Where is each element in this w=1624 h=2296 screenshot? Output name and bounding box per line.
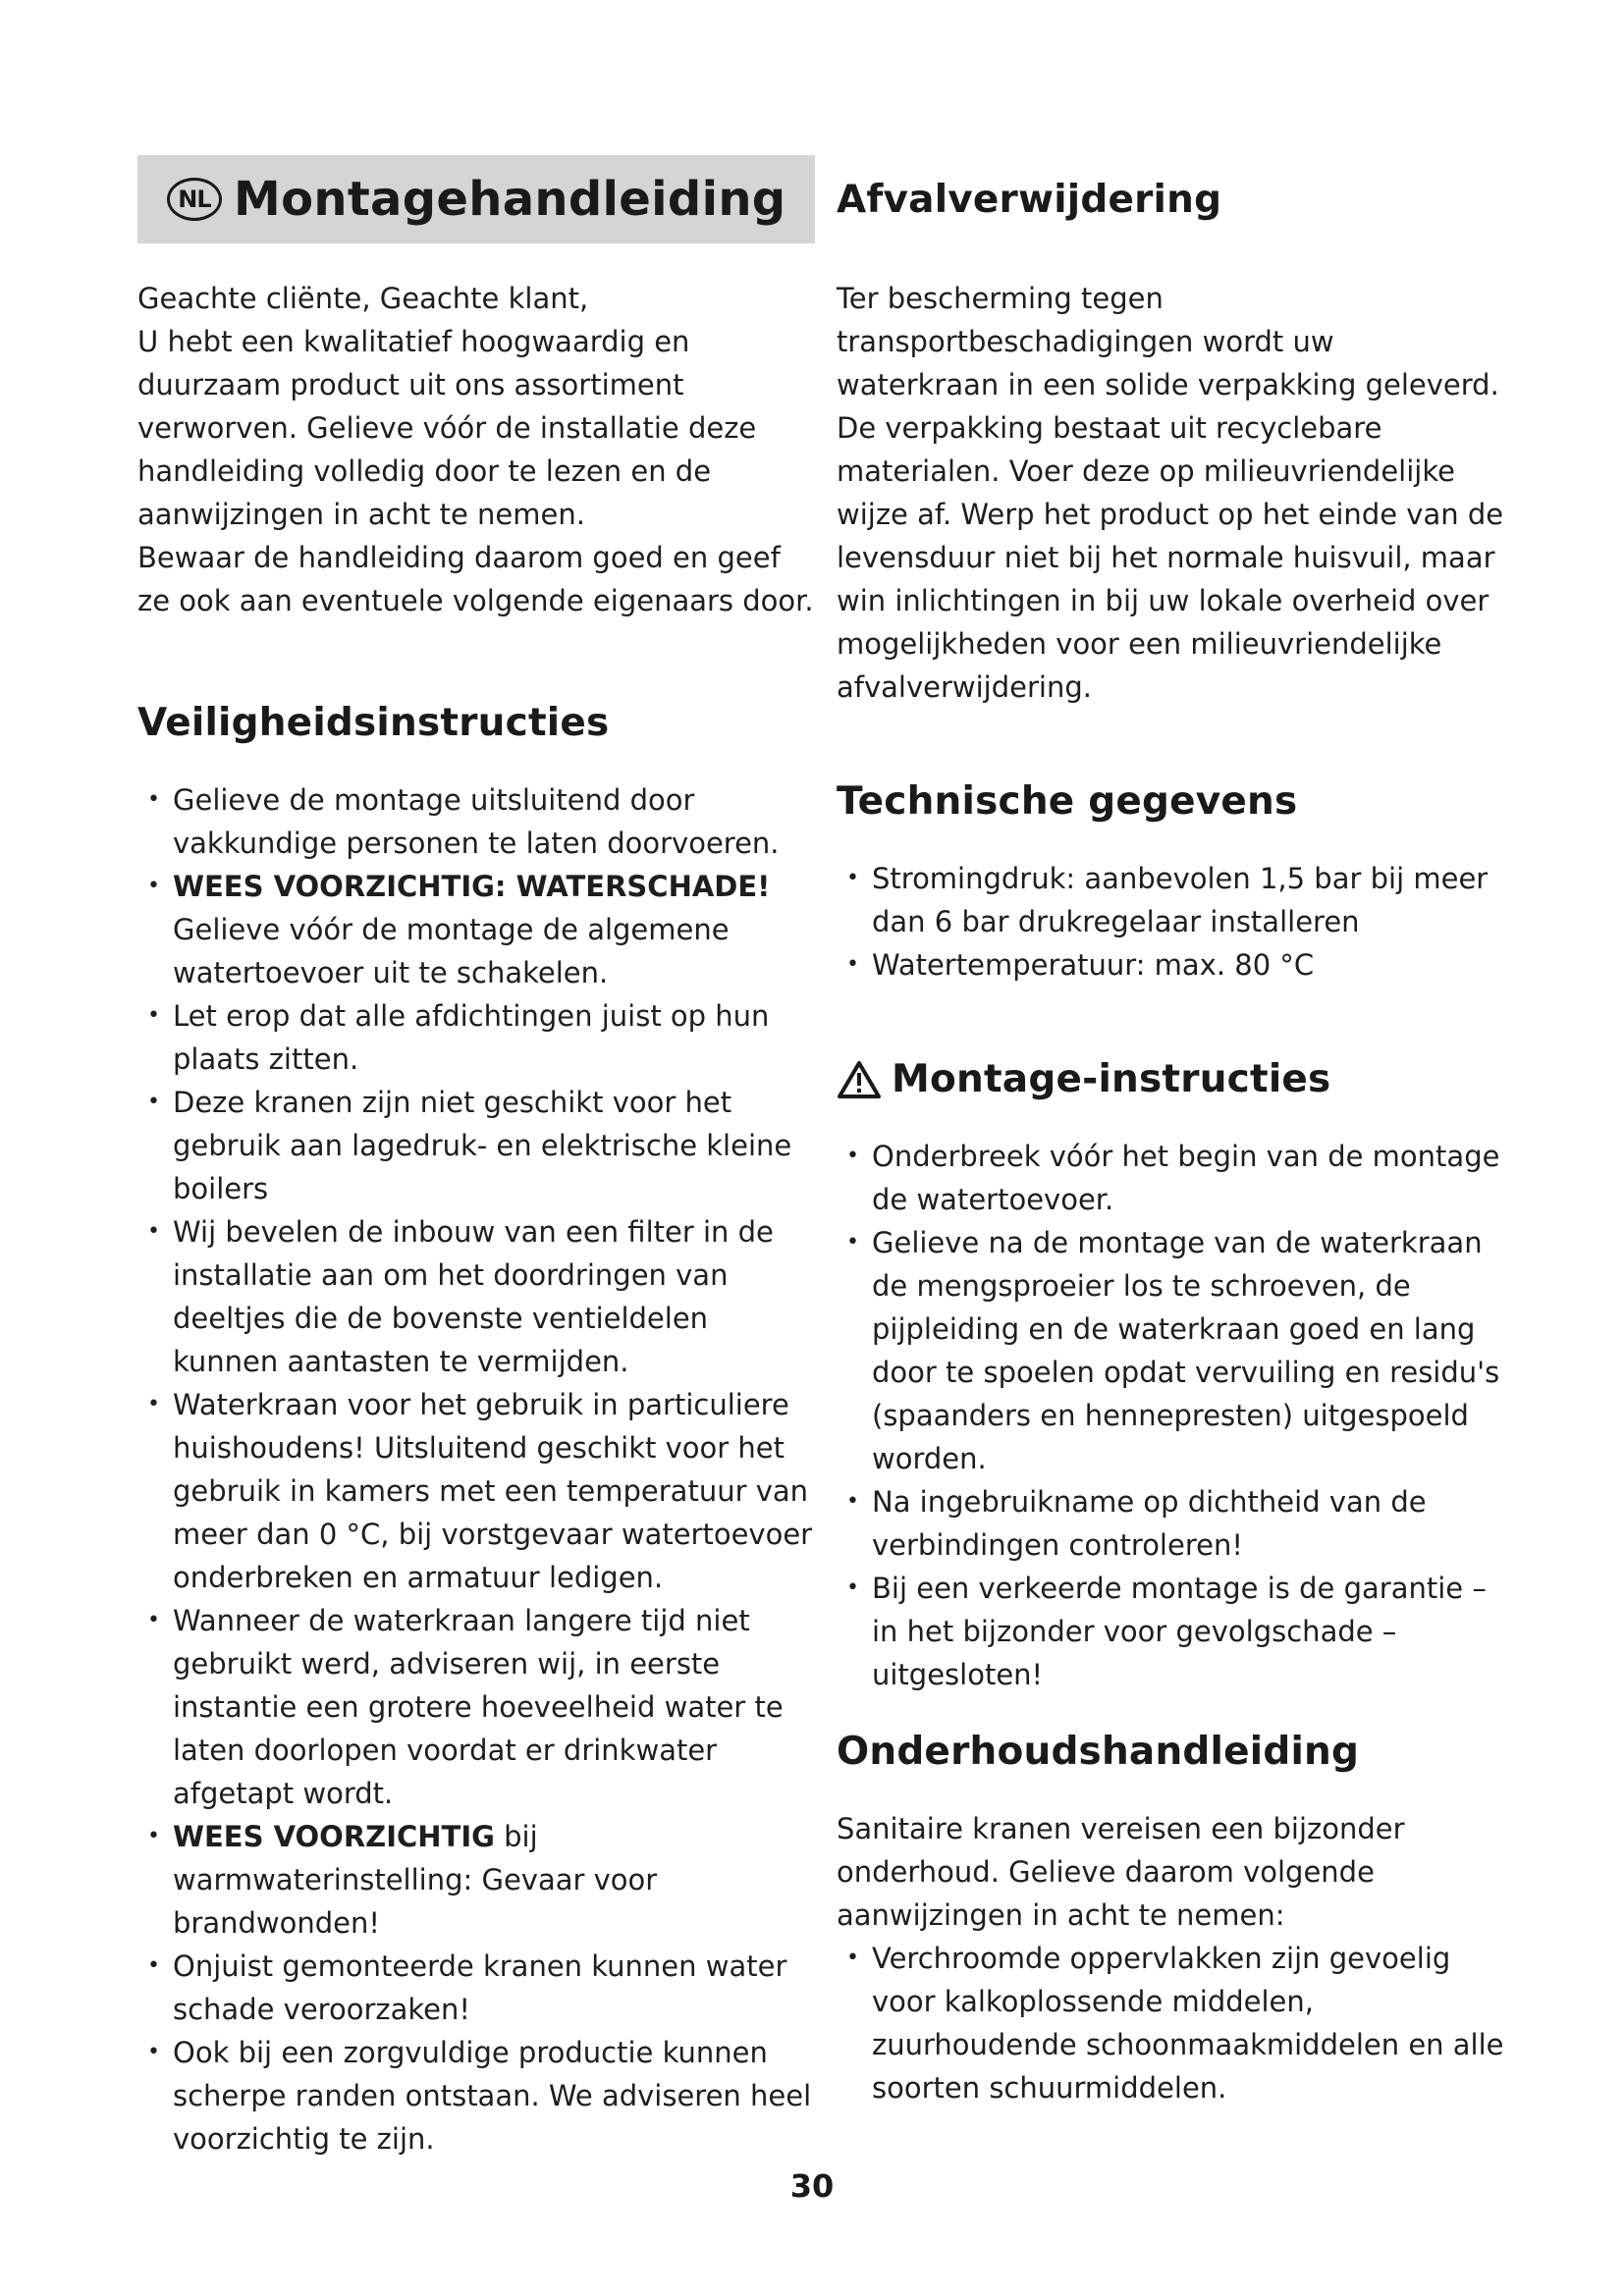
list-item: • WEES VOORZICHTIG bij warmwaterinstelling: Gevaar voor brandwonden!	[137, 1815, 815, 1945]
left-column	[137, 155, 815, 2161]
intro-paragraph: U hebt een kwalitatief hoogwaardig en duurzaam product uit ons assortiment verworven. Gelieve vóór de installatie deze handleiding volledig door te lezen en de aanwijzingen in acht te nemen.	[137, 325, 757, 531]
maintenance-list	[837, 1937, 1504, 2109]
safety-list	[137, 778, 815, 2161]
list-item: • Let erop dat alle afdichtingen juist op hun plaats zitten.	[137, 994, 815, 1081]
intro-keep-manual: Bewaar de handleiding daarom goed en geef ze ook aan eventuele volgende eigenaars door.	[137, 541, 814, 617]
mounting-list	[837, 1135, 1504, 1696]
technical-heading: Technische gegevens	[837, 779, 1298, 824]
mounting-heading	[837, 1057, 1504, 1101]
language-badge-icon: NL	[167, 178, 222, 221]
maintenance-heading: Onderhoudshandleiding	[837, 1730, 1360, 1774]
safety-heading: Veiligheidsinstructies	[137, 701, 610, 745]
maintenance-paragraph: Sanitaire kranen vereisen een bijzonder onderhoud. Gelieve daarom volgende aanwijzingen in acht te nemen:	[837, 1812, 1405, 1932]
list-item: • Verchroomde oppervlakken zijn gevoelig voor kalkoplossende middelen, zuurhoudende schoonmaakmiddelen en alle soorten schuurmiddelen.	[837, 1937, 1504, 2109]
technical-list	[837, 857, 1504, 987]
title-bar	[137, 155, 815, 243]
disposal-section	[837, 155, 1504, 243]
list-item: • Bij een verkeerde montage is de garantie – in het bijzonder voor gevolgschade – uitgesloten!	[837, 1567, 1504, 1696]
list-item: • Wanneer de waterkraan langere tijd niet gebruikt werd, adviseren wij, in eerste instantie een grotere hoeveelheid water te laten doorlopen voordat er drinkwater afgetapt wordt.	[137, 1599, 815, 1815]
list-item: • Gelieve de montage uitsluitend door vakkundige personen te laten doorvoeren.	[137, 778, 815, 865]
page-title	[167, 172, 785, 227]
list-item: • Gelieve na de montage van de waterkraan de mengsproeier los te schroeven, de pijpleiding en de waterkraan goed en lang door te spoelen opdat vervuiling en residu's (spaanders en hennepresten) uitgespoeld worden.	[837, 1221, 1504, 1480]
list-item: • Stromingdruk: aanbevolen 1,5 bar bij meer dan 6 bar drukregelaar installeren	[837, 857, 1504, 943]
list-item: • Wij bevelen de inbouw van een filter in de installatie aan om het doordringen van deeltjes die de bovenste ventieldelen kunnen aantasten te vermijden.	[137, 1210, 815, 1383]
disposal-heading: Afvalverwijdering	[837, 177, 1222, 222]
intro-greeting: Geachte cliënte, Geachte klant,	[137, 282, 589, 315]
list-item: • WEES VOORZICHTIG: WATERSCHADE! Gelieve vóór de montage de algemene watertoevoer uit te schakelen.	[137, 865, 815, 994]
list-item: • Waterkraan voor het gebruik in particuliere huishoudens! Uitsluitend geschikt voor het gebruik in kamers met een temperatuur van meer dan 0 °C, bij vorstgevaar watertoevoer onderbreken en armatuur ledigen.	[137, 1383, 815, 1599]
list-item: • Onjuist gemonteerde kranen kunnen water schade veroorzaken!	[137, 1945, 815, 2031]
warning-triangle-icon	[837, 1060, 882, 1099]
disposal-paragraph: De verpakking bestaat uit recyclebare materialen. Voer deze op milieuvriendelijke wijze af. Werp het product op het einde van de levensduur niet bij het normale huisvuil, maar win inlichtingen in bij uw lokale overheid over mogelijkheden voor een milieuvriendelijke afvalverwijdering.	[837, 411, 1504, 704]
list-item: • Ook bij een zorgvuldige productie kunnen scherpe randen ontstaan. We adviseren heel voorzichtig te zijn.	[137, 2031, 815, 2161]
mounting-heading-text: Montage-instructies	[892, 1057, 1331, 1101]
list-item: • Na ingebruikname op dichtheid van de verbindingen controleren!	[837, 1480, 1504, 1567]
list-item: • Onderbreek vóór het begin van de montage de watertoevoer.	[837, 1135, 1504, 1221]
page-number: 30	[789, 2167, 835, 2205]
page-title-text: Montagehandleiding	[234, 172, 786, 227]
list-item: • Watertemperatuur: max. 80 °C	[837, 943, 1504, 987]
list-item: • Deze kranen zijn niet geschikt voor het gebruik aan lagedruk- en elektrische kleine boilers	[137, 1081, 815, 1210]
right-column	[837, 155, 1504, 2109]
disposal-paragraph: Ter bescherming tegen transportbeschadigingen wordt uw waterkraan in een solide verpakking geleverd.	[837, 282, 1499, 401]
